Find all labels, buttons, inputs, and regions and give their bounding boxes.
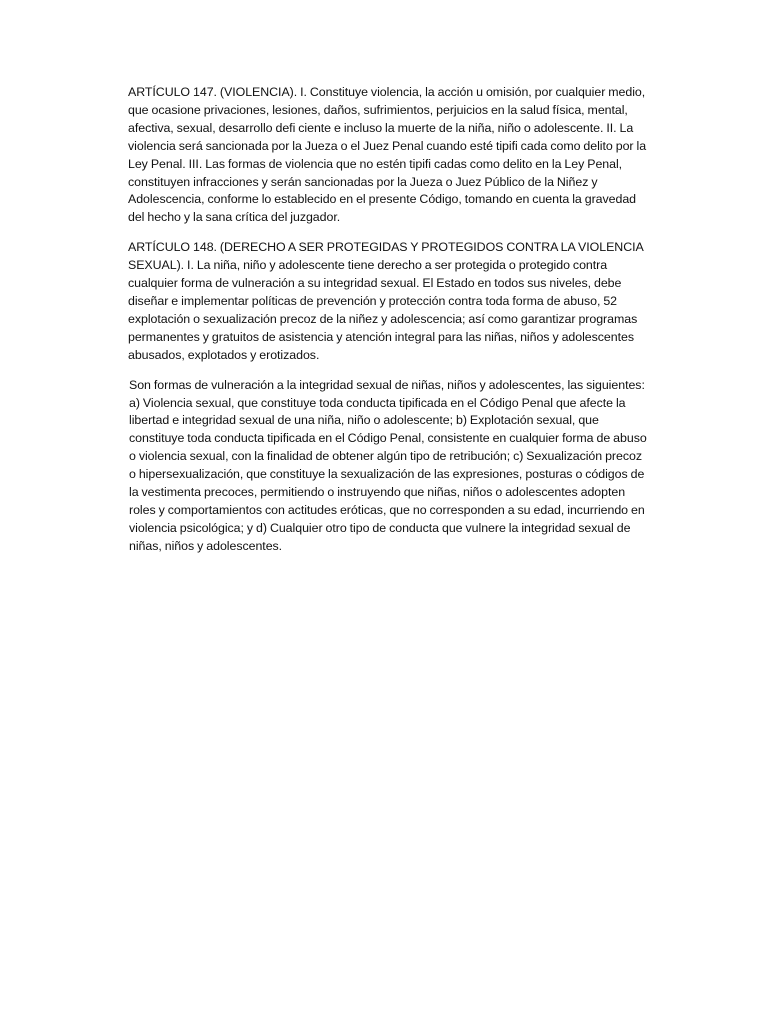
forms-of-violation-paragraph: Son formas de vulneración a la integridad sexual de niñas, niños y adolescentes, las siguientes: a) Violencia sexual, que constituye toda conducta tipificada en el Código Penal que afecte la libertad e integridad sexual de una niña, niño o adolescente; b) Explotación sexual, que constituye toda conducta tipificada en el Código Penal, consistente en cualquier forma de abuso o violencia sexual, con la finalidad de obtener algún tipo de retribución; c) Sexualización precoz o hipersexualización, que constituye la sexualización de las expresiones, posturas o códigos de la vestimenta precoces, permitiendo o instruyendo que niñas, niños o adolescentes adopten roles y comportamientos con actitudes eróticas, que no corresponden a su edad, incurriendo en violencia psicológica; y d) Cualquier otro tipo de conducta que vulnere la integridad sexual de niñas, niños y adolescentes.: [129, 377, 647, 553]
article-147-paragraph: ARTÍCULO 147. (VIOLENCIA). I. Constituye violencia, la acción u omisión, por cualquier medio, que ocasione privaciones, lesiones, daños, sufrimientos, perjuicios en la salud física, mental, afectiva, sexual, desarrollo defi ciente e incluso la muerte de la niña, niño o adolescente. II. La violencia será sancionada por la Jueza o el Juez Penal cuando esté tipifi cada como delito por la Ley Penal. III. Las formas de violencia que no estén tipifi cadas como delito en la Ley Penal, constituyen infracciones y serán sancionadas por la Jueza o Juez Público de la Niñez y Adolescencia, conforme lo establecido en el presente Código, tomando en cuenta la gravedad del hecho y la sana crítica del juzgador.: [128, 85, 647, 225]
article-148-paragraph: ARTÍCULO 148. (DERECHO A SER PROTEGIDAS Y PROTEGIDOS CONTRA LA VIOLENCIA SEXUAL). I. La niña, niño y adolescente tiene derecho a ser protegida o protegido contra cualquier forma de vulneración a su integridad sexual. El Estado en todos sus niveles, debe diseñar e implementar políticas de prevención y protección contra toda forma de abuso, 52 explotación o sexualización precoz de la niñez y adolescencia; así como garantizar programas permanentes y gratuitos de asistencia y atención integral para las niñas, niños y adolescentes abusados, explotados y erotizados.: [128, 240, 644, 362]
document-body: [128, 84, 648, 568]
